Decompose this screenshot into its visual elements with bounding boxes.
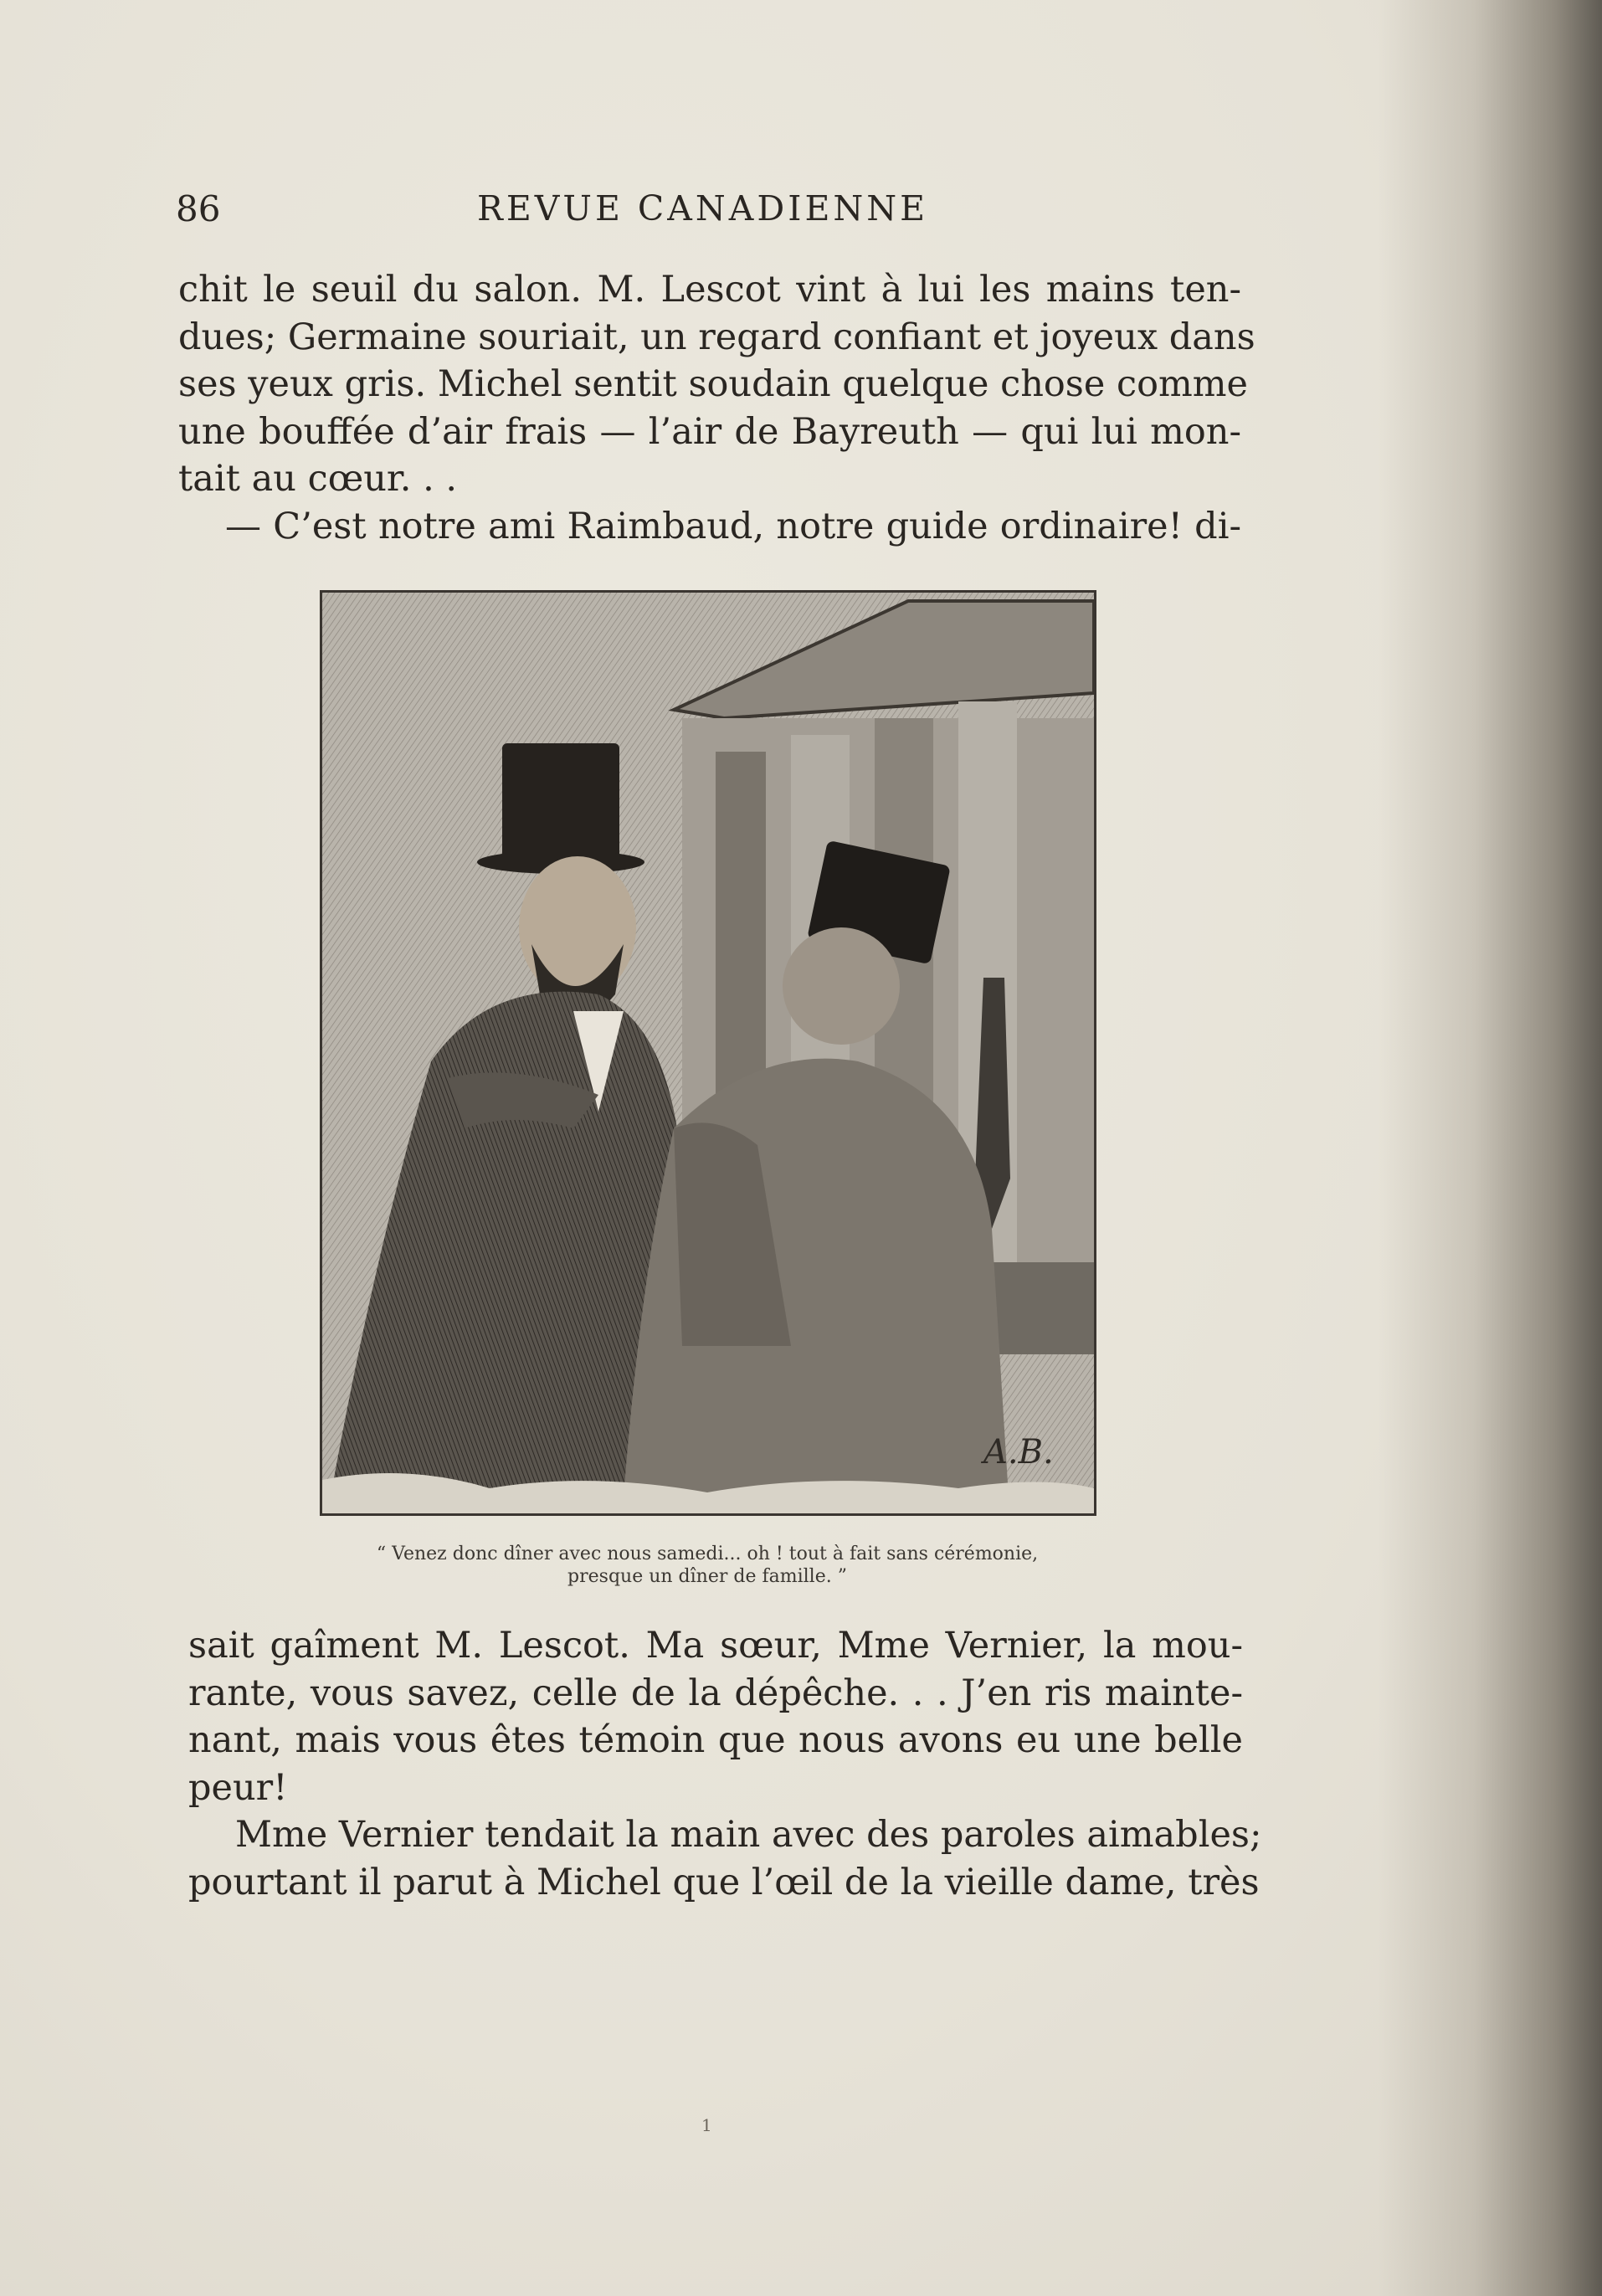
text-block-top <box>178 266 1255 550</box>
text-line: dues; Germaine souriait, un regard confiant et joyeux dans <box>178 316 1255 358</box>
illustration-caption <box>318 1543 1096 1588</box>
text-line: chit le seuil du salon. M. Lescot vint à lui les mains ten- <box>178 269 1241 311</box>
text-line: tait au cœur. . . <box>178 458 458 500</box>
text-block-bottom <box>188 1622 1262 1906</box>
dialogue-line: — C’est notre ami Raimbaud, notre guide ordinaire! di- <box>225 505 1241 547</box>
text-line: sait gaîment M. Lescot. Ma sœur, Mme Vernier, la mou- <box>188 1625 1243 1667</box>
svg-text:A.B.: A.B. <box>983 1433 1054 1472</box>
text-line: peur! <box>188 1766 288 1809</box>
text-line: rante, vous savez, celle de la dépêche. . . J’en ris mainte- <box>188 1672 1243 1714</box>
caption-line: “ Venez donc dîner avec nous samedi... oh ! tout à fait sans cérémonie, <box>376 1544 1039 1564</box>
engraving-illustration <box>320 590 1096 1516</box>
text-line: ses yeux gris. Michel sentit soudain quelque chose comme <box>178 363 1248 405</box>
engraving-two-men-greeting-icon <box>322 593 1094 1513</box>
text-line: une bouffée d’air frais — l’air de Bayreuth — qui lui mon- <box>178 410 1241 453</box>
page-header <box>176 188 1272 239</box>
page-number: 86 <box>176 188 221 229</box>
running-head: REVUE CANADIENNE <box>477 188 929 229</box>
caption-line: presque un dîner de famille. ” <box>567 1566 847 1587</box>
text-line: pourtant il parut à Michel que l’œil de la vieille dame, très <box>188 1861 1260 1903</box>
text-line: Mme Vernier tendait la main avec des paroles aimables; <box>235 1814 1262 1856</box>
printer-signature-mark: 1 <box>701 2115 712 2135</box>
text-line: nant, mais vous êtes témoin que nous avons eu une belle <box>188 1719 1243 1761</box>
